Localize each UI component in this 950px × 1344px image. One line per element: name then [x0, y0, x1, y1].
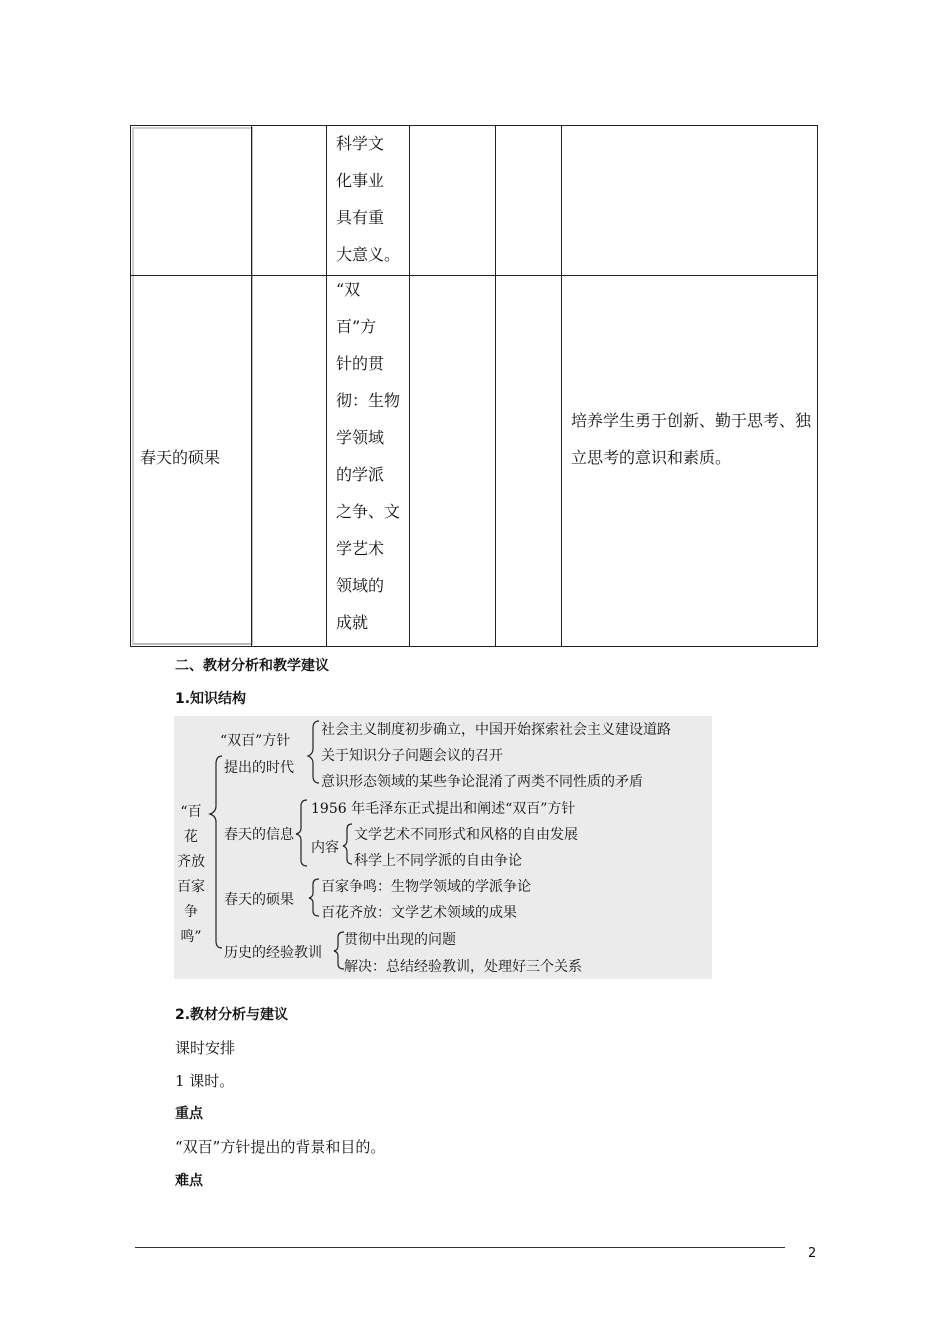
- lesson-table: [130, 125, 818, 647]
- branch-1-title-line-2: 提出的时代: [224, 760, 294, 776]
- diagram-root: [174, 800, 208, 950]
- goal-line: 立思考的意识和素质。: [571, 448, 732, 467]
- table-column-divider: [326, 125, 327, 647]
- table-column-divider: [251, 125, 252, 647]
- section-heading: 二、教材分析和教学建议: [175, 658, 329, 674]
- key-point-label: 重点: [175, 1106, 203, 1122]
- content-line: 成就: [336, 613, 369, 632]
- table-column-divider: [561, 125, 562, 647]
- root-line: 齐放: [177, 854, 205, 870]
- schedule-label: 课时安排: [175, 1039, 236, 1057]
- content-line: 的学派: [336, 465, 385, 484]
- content-line: 之争、文: [336, 502, 401, 521]
- subsection-heading-knowledge: 1.知识结构: [175, 691, 247, 707]
- root-line: “百花: [180, 804, 202, 845]
- branch-3-item: 百花齐放：文学艺术领域的成果: [321, 905, 517, 921]
- subsection-heading-analysis: 2.教材分析与建议: [175, 1007, 289, 1023]
- table-row-divider: [130, 275, 818, 276]
- content-line: 彻：生物: [336, 391, 401, 410]
- content-line: 学领域: [336, 428, 385, 447]
- content-line: 大意义。: [336, 245, 401, 264]
- branch-3-item: 百家争鸣：生物学领域的学派争论: [321, 879, 531, 895]
- brace-b2: [296, 800, 307, 866]
- schedule-value: 1 课时。: [175, 1072, 235, 1090]
- footer-rule: [135, 1247, 785, 1248]
- branch-1-title-line-1: “双百”方针: [220, 733, 291, 749]
- goal-line: 培养学生勇于创新、勤于思考、独: [571, 411, 812, 430]
- brace-b4: [334, 932, 344, 969]
- main-brace: [210, 756, 222, 948]
- branch-1-item: 意识形态领域的某些争论混淆了两类不同性质的矛盾: [321, 774, 643, 790]
- content-line: 学艺术: [336, 539, 385, 558]
- branch-2-sub-item: 科学上不同学派的自由争论: [354, 853, 522, 869]
- table-first-column-frame: [132, 127, 253, 645]
- branch-2-sub-item: 文学艺术不同形式和风格的自由发展: [354, 827, 578, 843]
- brace-b2-sub: [343, 824, 352, 864]
- difficult-point-label: 难点: [175, 1173, 203, 1189]
- content-line: “双: [336, 280, 361, 299]
- root-line: 百家: [177, 879, 205, 895]
- key-point-value: “双百”方针提出的背景和目的。: [175, 1138, 386, 1156]
- content-line: 针的贯: [336, 354, 385, 373]
- knowledge-structure-diagram: [174, 716, 712, 979]
- root-line: 争鸣”: [180, 904, 202, 945]
- table-column-divider: [495, 125, 496, 647]
- content-line: 科学文: [336, 134, 385, 153]
- content-line: 化事业: [336, 171, 385, 190]
- brace-b3: [309, 879, 319, 916]
- branch-3-title: 春天的硕果: [224, 892, 294, 908]
- content-line: 百”方: [336, 317, 377, 336]
- brace-b1: [308, 721, 319, 783]
- branch-1-item: 关于知识分子问题会议的召开: [321, 748, 503, 764]
- branch-4-item: 解决：总结经验教训，处理好三个关系: [344, 959, 582, 975]
- table-row-2-title: 春天的硕果: [140, 448, 221, 467]
- branch-2-sub-title: 内容: [311, 840, 339, 856]
- content-line: 具有重: [336, 208, 385, 227]
- branch-4-item: 贯彻中出现的问题: [344, 932, 456, 948]
- branch-1-item: 社会主义制度初步确立，中国开始探索社会主义建设道路: [321, 722, 671, 738]
- table-column-divider: [409, 125, 410, 647]
- branch-4-title: 历史的经验教训: [224, 945, 322, 961]
- content-line: 领域的: [336, 576, 385, 595]
- branch-2-item: 1956 年毛泽东正式提出和阐述“双百”方针: [311, 801, 576, 817]
- page-number: 2: [808, 1246, 817, 1261]
- branch-2-title: 春天的信息: [224, 827, 294, 843]
